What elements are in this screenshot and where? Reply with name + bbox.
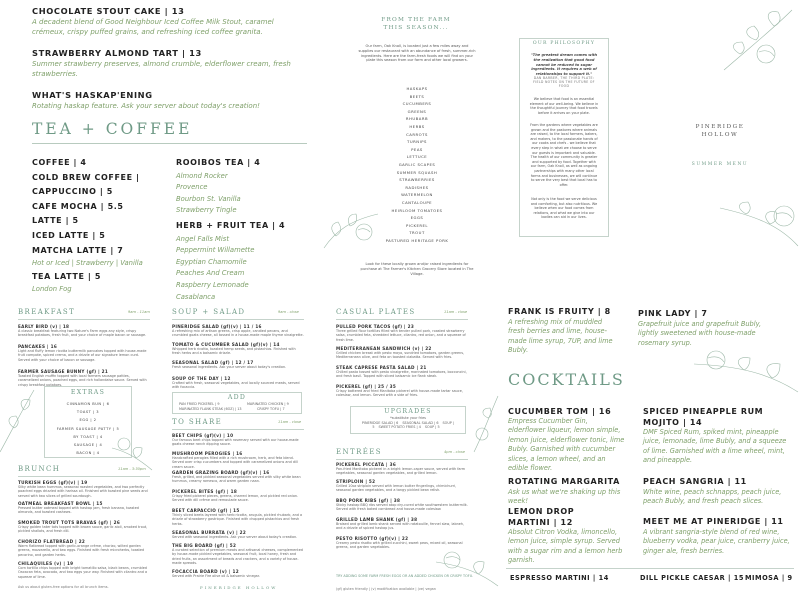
cocktails-heading: COCKTAILS	[508, 370, 625, 389]
section-title: TEA + COFFEE	[32, 120, 193, 138]
cocktail-description: Empress Cucumber Gin, elderflower liqueur, lemon simple, lemon juice, elderflower tonic, lime Bubly. Garnished with cucumber slices, a lemon wheel, and an edible flower.	[508, 417, 625, 473]
produce-item: CANTALOUPE	[401, 199, 433, 205]
cocktail-description: Grapefruit juice and grapefruit Bubly, lightly sweetened with house-made rosemary syrup.	[638, 320, 762, 347]
menu-item-description: Sticky haskap BBQ ribs served atop dry-cured white southwestern buttermilk. Served with fresh baked cornbread and house-made coleslaw.	[336, 503, 468, 512]
tea-column	[176, 156, 285, 300]
menu-item-description: Grilled chicken breast with pesto mayo, sundried tomatoes, garden greens, Mediterranean olive, and feta on toasted ciabatta. Served with fries.	[336, 351, 465, 360]
menu-item-description: Pressed butter oatmeal topped with haskap jam, fresh banana, toasted almonds, and toasted cashews.	[18, 506, 139, 515]
food-menu-sheet	[0, 302, 500, 600]
botanical-illustration	[430, 548, 500, 588]
dessert-description: Rotating haskap feature. Ask your server about today's creation!	[32, 102, 260, 110]
menu-item: ICED LATTE | 5	[32, 230, 106, 240]
produce-item: STRAWBERRIES	[399, 177, 435, 183]
upgrade-item: SWEET POTATO FRIES | 4	[378, 425, 421, 430]
cocktail-description: Ask us what we're shaking up this week!	[508, 488, 621, 506]
menu-item-description: Corn tortilla chips topped with bright tomatillo salsa, black beans, crumbled Oaxacan feta, avocado, and two eggs your way. Finished with cilantro and a squeeze of lime.	[18, 566, 148, 579]
tea-flavour: Peaches And Cream	[176, 269, 245, 278]
menu-item: MATCHA LATTE | 7	[32, 245, 124, 255]
cocktail-title: MEET ME AT PINERIDGE | 11	[643, 517, 784, 526]
menu-item: TEA LATTE | 5	[32, 271, 101, 281]
menu-item-description: Fresh, grilled, and pickled seasonal vegetables served with silky white bean hummus, creamy romesco, and warm garden naan.	[172, 475, 301, 484]
menu-item: BBQ PORK RIBS (gf) | 38	[336, 498, 401, 503]
menu-item-description: Pan-fried Manitoba pickerel in a bright lemon-caper sauce, served with farm vegetables, seasonal garden vegetables, and grilled lemon.	[336, 467, 466, 476]
philosophy-heading: OUR PHILOSOPHY	[532, 41, 596, 46]
produce-item: PICKEREL	[405, 222, 429, 228]
section-hours: 11am - 3:30pm	[118, 467, 146, 471]
menu-item: BEET CHIPS (gf)(v) | 10	[172, 433, 234, 438]
cocktail-title: FRANK IS FRUITY | 8	[508, 307, 611, 316]
tea-flavour: Raspberry Lemonade	[176, 280, 249, 289]
extras-item: BACON | 4	[76, 451, 100, 456]
menu-item: PESTO RISOTTO (gf)(v) | 22	[336, 536, 409, 541]
upgrades-list	[355, 421, 461, 430]
menu-item: TOMATO & CUCUMBER SALAD (gf)(v) | 14	[172, 342, 280, 347]
botanical-illustration	[0, 384, 40, 454]
produce-item: CARROTS	[406, 131, 428, 137]
menu-item: SOUP OF THE DAY | 12	[172, 376, 231, 381]
menu-item-description: Silky white bean hummus, seasonal roasted vegetables, and two perfectly poached eggs drizzled with harissa oil. Finished with toasted pine seeds and served with two slices of grilled sourdough.	[18, 485, 148, 498]
menu-item: SEASONAL BURRATA (v) | 22	[172, 530, 247, 535]
menu-item: MEDITERRANEAN SANDWICH (v) | 22	[336, 346, 432, 351]
dietary-legend: (gf) gluten friendly | (v) modification available | (ve) vegan	[336, 587, 436, 591]
cocktail-title: PEACH SANGRIA | 11	[643, 477, 747, 486]
menu-item: LATTE | 5	[32, 216, 79, 226]
section-hours: 9am - 11am	[128, 310, 150, 314]
cocktail-description: A vibrant sangria-style blend of red wine, blueberry vodka, pear juice, cranberry juice, ginger ale, fresh berries.	[643, 528, 790, 555]
farm-philosophy-sheet	[322, 0, 640, 250]
menu-item-description: Toasted English muffin topped with local farmers sausage patties, caramelized onions, poached eggs, and rich hollandaise sauce. Served with crispy breakfast potatoes.	[18, 374, 147, 387]
section-title: ENTRÉES	[336, 448, 382, 456]
cocktail-footer-item: DILL PICKLE CAESAR | 15	[640, 574, 744, 582]
upgrade-item: SOUP | 5	[372, 421, 455, 430]
philosophy-paragraph: We believe that food is an essential element of our well-being. We believe in the thoughtful journey that food travels before it arrives on your plate.	[529, 97, 599, 115]
section-hours: 4pm - close	[444, 450, 465, 454]
menu-item: THE BIG BOARD (gf) | 52	[172, 543, 237, 548]
menu-item: PICKEREL BITES (gf) | 18	[172, 489, 238, 494]
coffee-column	[32, 156, 143, 296]
cocktail-title: CUCUMBER TOM | 16	[508, 407, 612, 416]
philosophy-paragraph: Not only is the food we serve delicious and comforting, but also nutritious. We believe when our food comes from relations, and what we give into our bodies can aid in our lives.	[530, 197, 598, 220]
philosophy-quote: "The greatest dream comes with the realization that good food cannot be reduced to sugar ingredients. It requires a web of relationships to support it."	[530, 53, 598, 77]
botanical-illustration	[110, 432, 154, 472]
menu-item: PICKEREL PICCATA | 36	[336, 462, 397, 467]
restaurant-name-line: HOLLOW	[701, 132, 739, 138]
upgrade-item: SEASONAL SALAD | 6	[402, 421, 439, 425]
section-title: TO SHARE	[172, 418, 223, 426]
philosophy-paragraph: From the gardens where vegetables are grown and the pastures where animals are raised, to the local farmers, bakers, and makers, to the passionate hands of our cooks and chefs - we believe that every step in what we choose to serve our guests is important and valuable. The health of our community is greater and supported by food. Together with our farm, Oak Knoll, as well as ongoing partnerships with many other local farms and businesses, we will continue to serve the very best that local has to offer.	[530, 123, 598, 187]
menu-item: PULLED PORK TACOS (gf) | 23	[336, 324, 415, 329]
menu-item: MUSHROOM PEROGIES | 16	[172, 451, 243, 456]
footer-brand: PINERIDGE HOLLOW	[200, 585, 278, 590]
add-title: ADD	[227, 394, 247, 401]
menu-item: STEAK CAPRESE PASTA SALAD | 21	[336, 365, 427, 370]
cocktail-title: LEMON DROP MARTINI | 12	[508, 507, 575, 527]
menu-item-description: Served with Prairie Fire olive oil & balsamic vinegar.	[172, 574, 260, 578]
menu-item: PICKEREL (gf) | 25 / 35	[336, 384, 397, 389]
tea-flavour: Strawberry Tingle	[176, 206, 237, 215]
menu-item-description: Creamy pesto risotto with grilled zucchini, sweet peas, mixed oil, seasonal greens, and garden vegetables.	[336, 541, 463, 550]
upgrades-title: UPGRADES	[384, 408, 432, 415]
produce-item: TURNIPS	[407, 139, 427, 145]
produce-item: SUMMER SQUASH	[396, 169, 438, 175]
tea-flavour: Casablanca	[176, 292, 216, 300]
produce-item: LETTUCE	[406, 154, 428, 160]
menu-item: SMOKED TROUT TOTS BRAVAS (gf) | 26	[18, 520, 121, 525]
add-protein-note: TRY ADDING SOME FARM FRESH EGGS OR AN ADDED CHICKEN OR CRISPY TOFU.	[336, 574, 474, 578]
tea-flavour: Bourbon St. Vanilla	[176, 194, 241, 203]
cocktail-title: ROTATING MARGARITA	[508, 477, 620, 486]
menu-item-description: Light and fluffy lemon ricotta buttermilk pancakes topped with house-made fruit compote, spiced crema, and a drizzle of our signature lemon curd. Served with your choice of bacon or sausage.	[18, 349, 147, 362]
add-option: MARINATED FLANK STEAK (6OZ) | 13	[179, 407, 242, 411]
extras-item: FARMER SAUSAGE PATTY | 5	[56, 426, 120, 431]
extras-item: SAUSAGE | 4	[73, 443, 103, 448]
menu-item-description: Crispy golden tater tots topped with brown sauce, garlic aioli, smoked trout, pickled shallots, and fresh dill.	[18, 525, 148, 534]
menu-item-description: Whipped herb ricotta, toasted hemp seeds, and pistachios. Finished with fresh herbs and a balsamic drizzle.	[172, 347, 296, 356]
farm-heading-line: THIS SEASON...	[383, 25, 449, 31]
produce-item: RHUBARB	[405, 116, 429, 122]
section-title: CASUAL PLATES	[336, 308, 416, 316]
restaurant-name-line: PINERIDGE	[695, 124, 745, 130]
menu-item: GRILLED LAMB SHANK (gf) | 38	[336, 517, 418, 522]
divider	[32, 143, 307, 144]
produce-item: WATERMELON	[401, 192, 433, 198]
menu-item: CAFE MOCHA | 5.5	[32, 201, 124, 211]
restaurant-name	[640, 123, 800, 139]
cocktail-title: SPICED PINEAPPLE RUM MOJITO | 14	[643, 407, 764, 427]
gluten-note: Ask us about gluten-free options for all brunch items.	[18, 585, 109, 589]
produce-item: TROUT	[409, 230, 425, 236]
menu-item: EARLY BIRD (v) | 18	[18, 324, 70, 329]
menu-item: COFFEE | 4	[32, 158, 87, 167]
menu-item: STRIPLOIN | 52	[336, 479, 376, 484]
menu-item: TURKISH EGGS (gf)(v) | 19	[18, 480, 88, 485]
menu-item: FARMER SAUSAGE BUNNY (gf) | 21	[18, 369, 109, 374]
add-box	[172, 392, 302, 414]
extras-item: BY TOAST | 4	[73, 434, 103, 439]
philosophy-box	[519, 38, 609, 237]
tea-flavour: Provence	[176, 183, 208, 192]
divider	[18, 476, 150, 477]
botanical-illustration	[710, 186, 800, 248]
dessert-description: Summer strawberry preserves, almond crumble, elderflower cream, fresh strawberries.	[32, 60, 291, 78]
menu-item-description: Grilled 10oz striploin served with lemon butter fingerlings, chimichurri, seasonal garden vegetables, and a tangy pickled bean relish.	[336, 484, 457, 493]
menu-item-description: Braised and grilled lamb shank served with ratatouille, fennel slaw, labneh, and a drizzle of spiced haskap jus.	[336, 522, 465, 531]
menu-item-description: Our famous beet chips topped with rosemary served with our house-made goats cheese ranch dipping sauce.	[172, 438, 299, 447]
divider	[18, 319, 150, 320]
menu-item: COLD BREW COFFEE |	[32, 172, 140, 182]
menu-item: SEASONAL SALAD (gf) | 12 / 17	[172, 360, 254, 365]
botanical-illustration	[322, 210, 382, 250]
upgrades-box	[350, 406, 466, 434]
menu-item: FOCACCIA BOARD (v) | 12	[172, 569, 239, 574]
divider	[336, 459, 468, 460]
produce-item: HERBS	[409, 123, 425, 129]
cocktail-description: Absolut Citron Vodka, limoncello, lemon juice, simple syrup. Served with a sugar rim and a lemon herb garnish.	[508, 528, 623, 565]
dessert-title: STRAWBERRY ALMOND TART | 13	[32, 48, 202, 58]
menu-item-description: Crispy battered and fried Manitoba pickerel with house-made tartar sauce, coleslaw, and lemon. Served with a side of fries.	[336, 389, 463, 398]
quote-attribution: DAN BARBER, THE THIRD PLATE: FIELD NOTES ON THE FUTURE OF FOOD	[533, 76, 595, 89]
tea-flavour: Almond Rocker	[176, 171, 228, 180]
menu-subtitle: SUMMER MENU	[691, 162, 749, 167]
botanical-illustration	[470, 394, 500, 454]
farm-heading-line: FROM THE FARM	[381, 17, 451, 23]
menu-item: ROOIBOS TEA | 4	[176, 158, 261, 167]
section-hours: 11am - close	[444, 310, 468, 314]
produce-item: BEETS	[409, 93, 425, 99]
menu-item: BEET CARPACCIO (gf) | 15	[172, 508, 240, 513]
menu-item: CHORIZO FLATBREAD | 22	[18, 539, 86, 544]
dessert-description: A decadent blend of Good Neighbour Iced Coffee Milk Stout, caramel crémeux, crispy puffed grains, and refreshing iced coffee granita.	[32, 18, 274, 36]
cover-sheet	[640, 0, 800, 250]
section-title: BREAKFAST	[18, 308, 76, 316]
section-title: SOUP + SALAD	[172, 308, 246, 316]
menu-item-description: Served with seasonal ingredients. Ask your server about today's creation.	[172, 535, 298, 539]
divider	[506, 568, 794, 569]
menu-item: OATMEAL BREAKFAST BOWL | 15	[18, 501, 103, 506]
tea-flavour: Angel Falls Mist	[176, 234, 230, 243]
menu-item: PANCAKES | 16	[18, 344, 58, 349]
extras-item: TOAST | 3	[76, 410, 100, 415]
add-option: PAN FRIED PICKEREL | 9	[179, 402, 220, 406]
upgrade-item: SOUP | 5	[424, 425, 440, 430]
produce-item: EGGS	[410, 215, 424, 221]
menu-item: CAPPUCCINO | 5	[32, 187, 113, 197]
divider	[172, 319, 304, 320]
dessert-title: WHAT'S HASKAP'ENING	[32, 90, 153, 100]
section-hours: 11am - close	[278, 420, 302, 424]
menu-item: PINERIDGE SALAD (gf)(v) | 11 / 16	[172, 324, 262, 329]
tea-coffee-sheet	[0, 0, 320, 300]
menu-item-description: Thinly sliced beets layered with herb ricotta, arugula, pickled rhubarb, and a drizzle of strawberry gastrique. Finished with chopped pistachios and fresh herbs.	[172, 513, 303, 526]
produce-item: GARLIC SCAPES	[398, 161, 436, 167]
produce-item: HASKAPS	[406, 86, 428, 91]
dessert-title: CHOCOLATE STOUT CAKE | 13	[32, 6, 185, 16]
add-option: MARINATED CHICKEN | 9	[247, 402, 289, 406]
divider	[172, 429, 304, 430]
menu-item-description: A curated selection of premium meats and artisanal cheeses, complemented by house-made pickled vegetables, seasonal fruit, local honey, fresh and dried fruits, an assortment of breads and crackers, and a variety of house-made spreads.	[172, 548, 303, 565]
botanical-illustration	[690, 344, 800, 394]
tea-flavour: Peppermint Willamette	[176, 246, 255, 255]
menu-item-option: London Fog	[32, 285, 72, 294]
produce-item: PASTURED HERITAGE PORK	[385, 237, 449, 243]
cocktail-description: White wine, peach schnapps, peach juice, peach Bubly, and fresh peach slices.	[643, 488, 782, 506]
produce-item: PEAS	[411, 146, 423, 152]
cocktail-title: PINK LADY | 7	[638, 309, 708, 318]
menu-item-description: Crafted with fresh, seasonal vegetables, and locally sourced meats, served with focaccia.	[172, 381, 300, 390]
menu-item-description: A classic breakfast featuring two Nature's Farm eggs any style, crispy breakfast potatoes, fresh fruit, and your choice of maple bacon or sausage.	[18, 329, 147, 338]
farm-heading	[352, 16, 480, 32]
menu-item-option: Hot or Iced | Strawberry | Vanilla	[32, 259, 143, 268]
botanical-illustration	[704, 8, 794, 78]
produce-item: CUCUMBERS	[402, 101, 432, 107]
section-hours: 9am - close	[278, 310, 299, 314]
menu-item: CHILAQUILES (v) | 19	[18, 561, 74, 566]
menu-item-description: A refreshing mix of artisan greens, crisp apple, candied pecans, and crumbled goats cheese, all tossed in a house-made maple thyme vinaigrette.	[172, 329, 304, 338]
menu-item-description: Warm flatbread topped with garlic-orange crème, chorizo, wilted garden greens, mozzarella, and two eggs. Finished with fresh microherbs, toasted pecorino, and garden herbs.	[18, 544, 145, 557]
tea-flavour: Egyptian Chamomile	[176, 257, 247, 266]
menu-item-description: Handcrafted perogies filled with a rich mushroom, herb, and feta blend. Served over crisp cucumbers and topped with caramelized onions and dill cream sauce.	[172, 456, 298, 469]
menu-item-description: Fresh seasonal ingredients. Ask your server about today's creation.	[172, 365, 287, 369]
produce-item: GREENS	[407, 108, 427, 114]
menu-item: GARDEN GRAZING BOARD (gf)(v) | 16	[172, 470, 270, 475]
extras-title: EXTRAS	[70, 389, 106, 396]
upgrades-note: *substitute your fries	[390, 416, 426, 420]
cocktail-description: A refreshing mix of muddled fresh berries and lime, house-made lime syrup, 7UP, and lime Bubly.	[508, 318, 613, 355]
extras-item: CINNAMON BUN | 6	[66, 402, 110, 406]
divider	[336, 319, 468, 320]
cocktail-footer-item: ESPRESSO MARTINI | 14	[510, 574, 609, 582]
upgrade-item: PINERIDGE SALAD | 6	[361, 421, 399, 425]
produce-item: HEIRLOOM TOMATOES	[391, 207, 443, 213]
farm-intro: Our farm, Oak Knoll, is located just a few miles away and supplies our restaurant with an abundance of fresh, summer-rich ingredients. Here are the farm-fresh foods we will find on your plate this season from our farm and other local growers.	[358, 44, 476, 63]
extras-item: EGG | 2	[79, 418, 97, 423]
cocktail-footer-item: MIMOSA | 9	[745, 574, 793, 582]
menu-item-description: Crispy fried pickerel pieces, greens, charred lemon, and pickled red onion. Served with dill crème and remoulade sauce.	[172, 494, 299, 503]
add-option: CRISPY TOFU | 7	[257, 407, 285, 411]
section-title: BRUNCH	[18, 465, 61, 473]
cocktail-description: DMF Spiced Rum, spiked mint, pineapple juice, lemonade, lime Bubly, and a squeeze of lime. Garnished with a lime wheel, mint, and pineapple.	[643, 428, 787, 465]
menu-item-description: Chilled pasta tossed with pesto vinaigrette, marinated tomatoes, bocconcini, and fresh basil. Topped with sliced balsamic ice flank steak.	[336, 370, 467, 379]
produce-item: RADISHES	[405, 184, 429, 190]
menu-item-description: Three grilled flour tortillas filled with tender pulled pork, roasted strawberry salsa, crumbled feta, shredded lettuce, cilantro, red onion, and a squeeze of fresh lime.	[336, 329, 466, 342]
menu-item: HERB + FRUIT TEA | 4	[176, 220, 286, 230]
farm-outro: Look for these locally grown and/or raised ingredients for purchase at The Farmer's Kitchen Grocery Store located in The Village.	[360, 262, 474, 276]
